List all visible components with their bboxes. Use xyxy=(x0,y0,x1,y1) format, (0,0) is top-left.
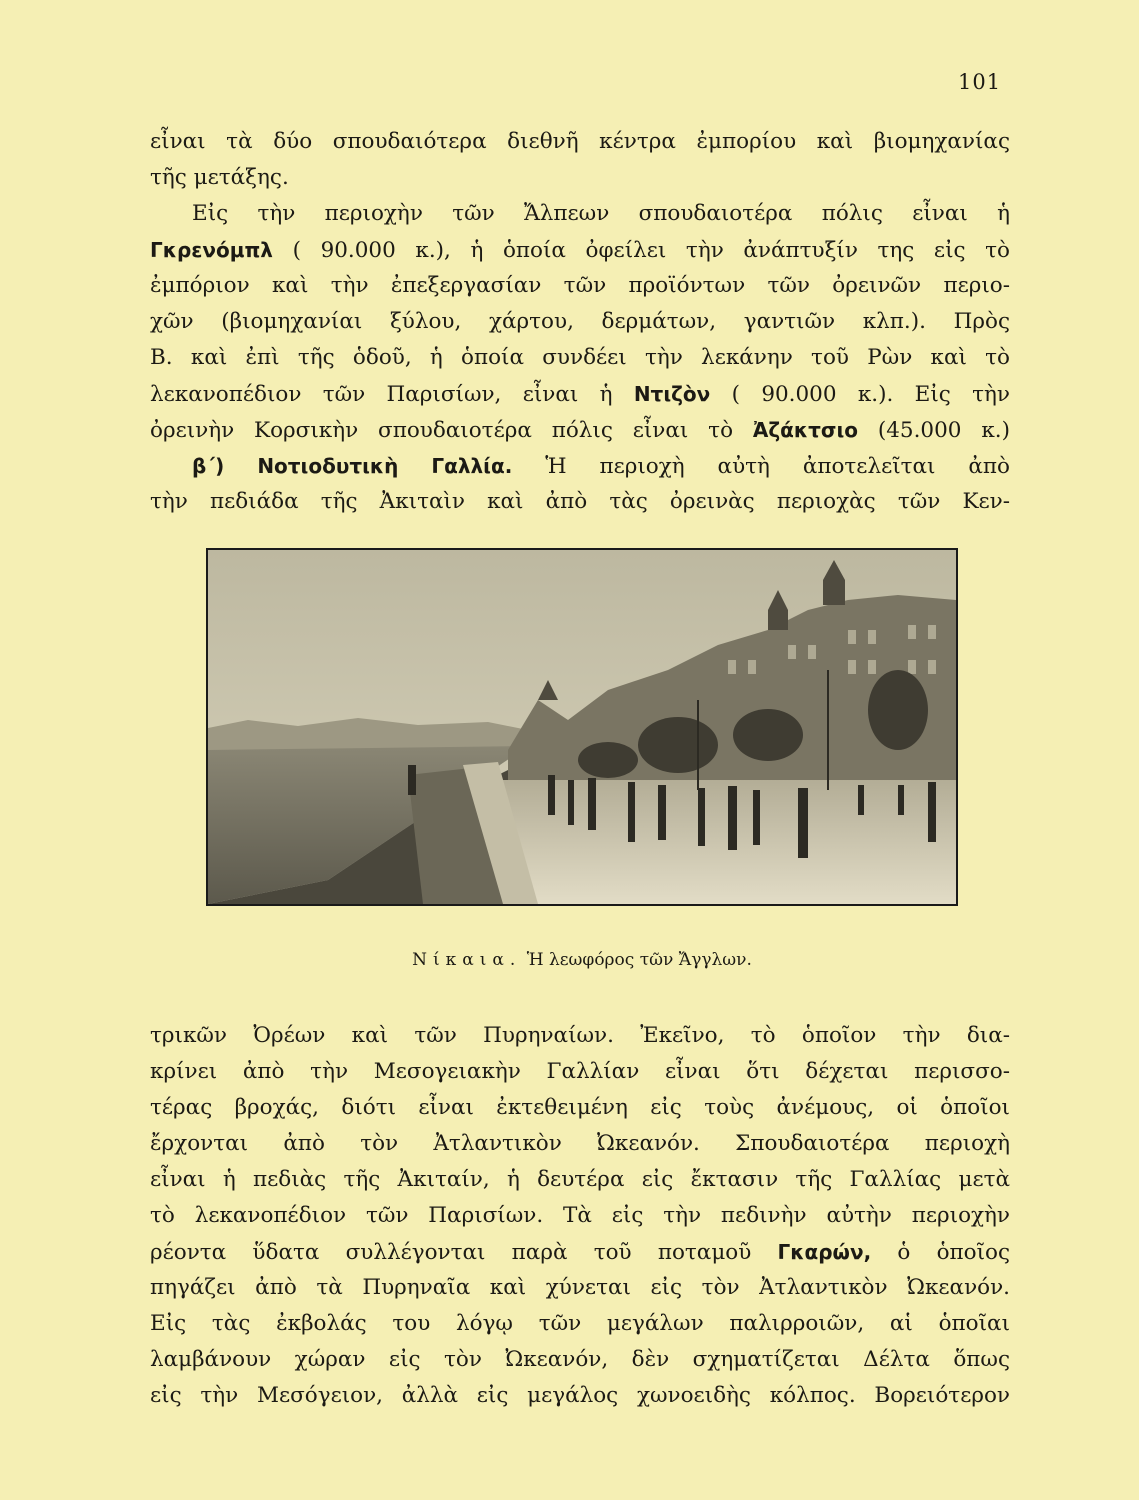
text-span: ὀρεινὴν Κορσικὴν σπουδαιοτέρα πόλις εἶναι τὸ xyxy=(150,418,753,443)
text-span: (45.000 κ.) xyxy=(858,418,1010,443)
photo-illustration xyxy=(208,550,956,904)
photo-nice-promenade xyxy=(206,548,958,906)
text-line: Εἰς τὰς ἐκβολάς του λόγῳ τῶν μεγάλων παλιρροιῶν, αἱ ὁποῖαι xyxy=(150,1311,1010,1336)
page-number: 101 xyxy=(958,70,1002,94)
text-line: κρίνει ἀπὸ τὴν Μεσογειακὴν Γαλλίαν εἶναι ὅτι δέχεται περισσο- xyxy=(150,1059,1010,1084)
photo-caption xyxy=(206,950,958,970)
text-line: Εἰς τὴν περιοχὴν τῶν Ἄλπεων σπουδαιοτέρα πόλις εἶναι ἡ xyxy=(192,201,1010,226)
text-line xyxy=(150,232,1010,268)
bold-place-name: Ἀζάκτσιο xyxy=(752,418,858,442)
text-span: ρέοντα ὕδατα συλλέγονται παρὰ τοῦ ποταμοῦ xyxy=(150,1240,778,1265)
paragraph-block-top xyxy=(150,124,1010,520)
bold-place-name: Γκαρών, xyxy=(777,1240,872,1264)
text-line: Β. καὶ ἐπὶ τῆς ὁδοῦ, ἡ ὁποία συνδέει τὴν λεκάνην τοῦ Ρὼν καὶ τὸ xyxy=(150,345,1010,370)
text-line xyxy=(150,412,1010,448)
text-line: τὴν πεδιάδα τῆς Ἀκιταὶν καὶ ἀπὸ τὰς ὀρεινὰς περιοχὰς τῶν Κεν- xyxy=(150,489,1010,514)
caption-place: Νίκαια. xyxy=(412,950,522,970)
text-line: τέρας βροχάς, διότι εἶναι ἐκτεθειμένη εἰς τοὺς ἀνέμους, οἱ ὁποῖοι xyxy=(150,1095,1010,1120)
text-span: ὁ ὁποῖος xyxy=(871,1240,1010,1265)
text-line: χῶν (βιομηχανίαι ξύλου, χάρτου, δερμάτων, γαντιῶν κλπ.). Πρὸς xyxy=(150,309,1010,334)
paragraph-block-bottom xyxy=(150,1018,1010,1414)
text-span: ( 90.000 κ.), ἡ ὁποία ὀφείλει τὴν ἀνάπτυξίν της εἰς τὸ xyxy=(272,238,1010,263)
text-line xyxy=(150,1234,1010,1270)
text-line: ἔρχονται ἀπὸ τὸν Ἀτλαντικὸν Ὠκεανόν. Σπουδαιοτέρα περιοχὴ xyxy=(150,1131,1010,1156)
text-line: πηγάζει ἀπὸ τὰ Πυρηναῖα καὶ χύνεται εἰς τὸν Ἀτλαντικὸν Ὠκεανόν. xyxy=(150,1275,1010,1300)
bold-place-name: Ντιζὸν xyxy=(633,382,711,406)
text-line: λαμβάνουν χώραν εἰς τὸν Ὠκεανόν, δὲν σχηματίζεται Δέλτα ὅπως xyxy=(150,1347,1010,1372)
text-line: εἶναι ἡ πεδιὰς τῆς Ἀκιταίν, ἡ δευτέρα εἰς ἔκτασιν τῆς Γαλλίας μετὰ xyxy=(150,1167,1010,1192)
text-span: λεκανοπέδιον τῶν Παρισίων, εἶναι ἡ xyxy=(150,382,634,407)
text-line: τῆς μετάξης. xyxy=(150,165,289,190)
text-line: εἶναι τὰ δύο σπουδαιότερα διεθνῆ κέντρα ἐμπορίου καὶ βιομηχανίας xyxy=(150,129,1010,154)
text-span: Ἡ περιοχὴ αὐτὴ ἀποτελεῖται ἀπὸ xyxy=(512,454,1010,479)
section-heading: β΄) Νοτιοδυτικὴ Γαλλία. xyxy=(192,454,513,478)
text-line: ἐμπόριον καὶ τὴν ἐπεξεργασίαν τῶν προϊόντων τῶν ὀρεινῶν περιο- xyxy=(150,273,1010,298)
text-line: τὸ λεκανοπέδιον τῶν Παρισίων. Τὰ εἰς τὴν πεδινὴν αὐτὴν περιοχὴν xyxy=(150,1203,1010,1228)
text-line: εἰς τὴν Μεσόγειον, ἀλλὰ εἰς μεγάλος χωνοειδὴς κόλπος. Βορειότερον xyxy=(150,1383,1010,1408)
section-heading-line xyxy=(150,448,1010,484)
text-line xyxy=(150,376,1010,412)
bold-place-name: Γκρενόμπλ xyxy=(150,238,273,262)
text-span: ( 90.000 κ.). Εἰς τὴν xyxy=(710,382,1010,407)
caption-text: Ἡ λεωφόρος τῶν Ἄγγλων. xyxy=(521,950,752,970)
text-line: τρικῶν Ὀρέων καὶ τῶν Πυρηναίων. Ἐκεῖνο, τὸ ὁποῖον τὴν δια- xyxy=(150,1023,1010,1048)
